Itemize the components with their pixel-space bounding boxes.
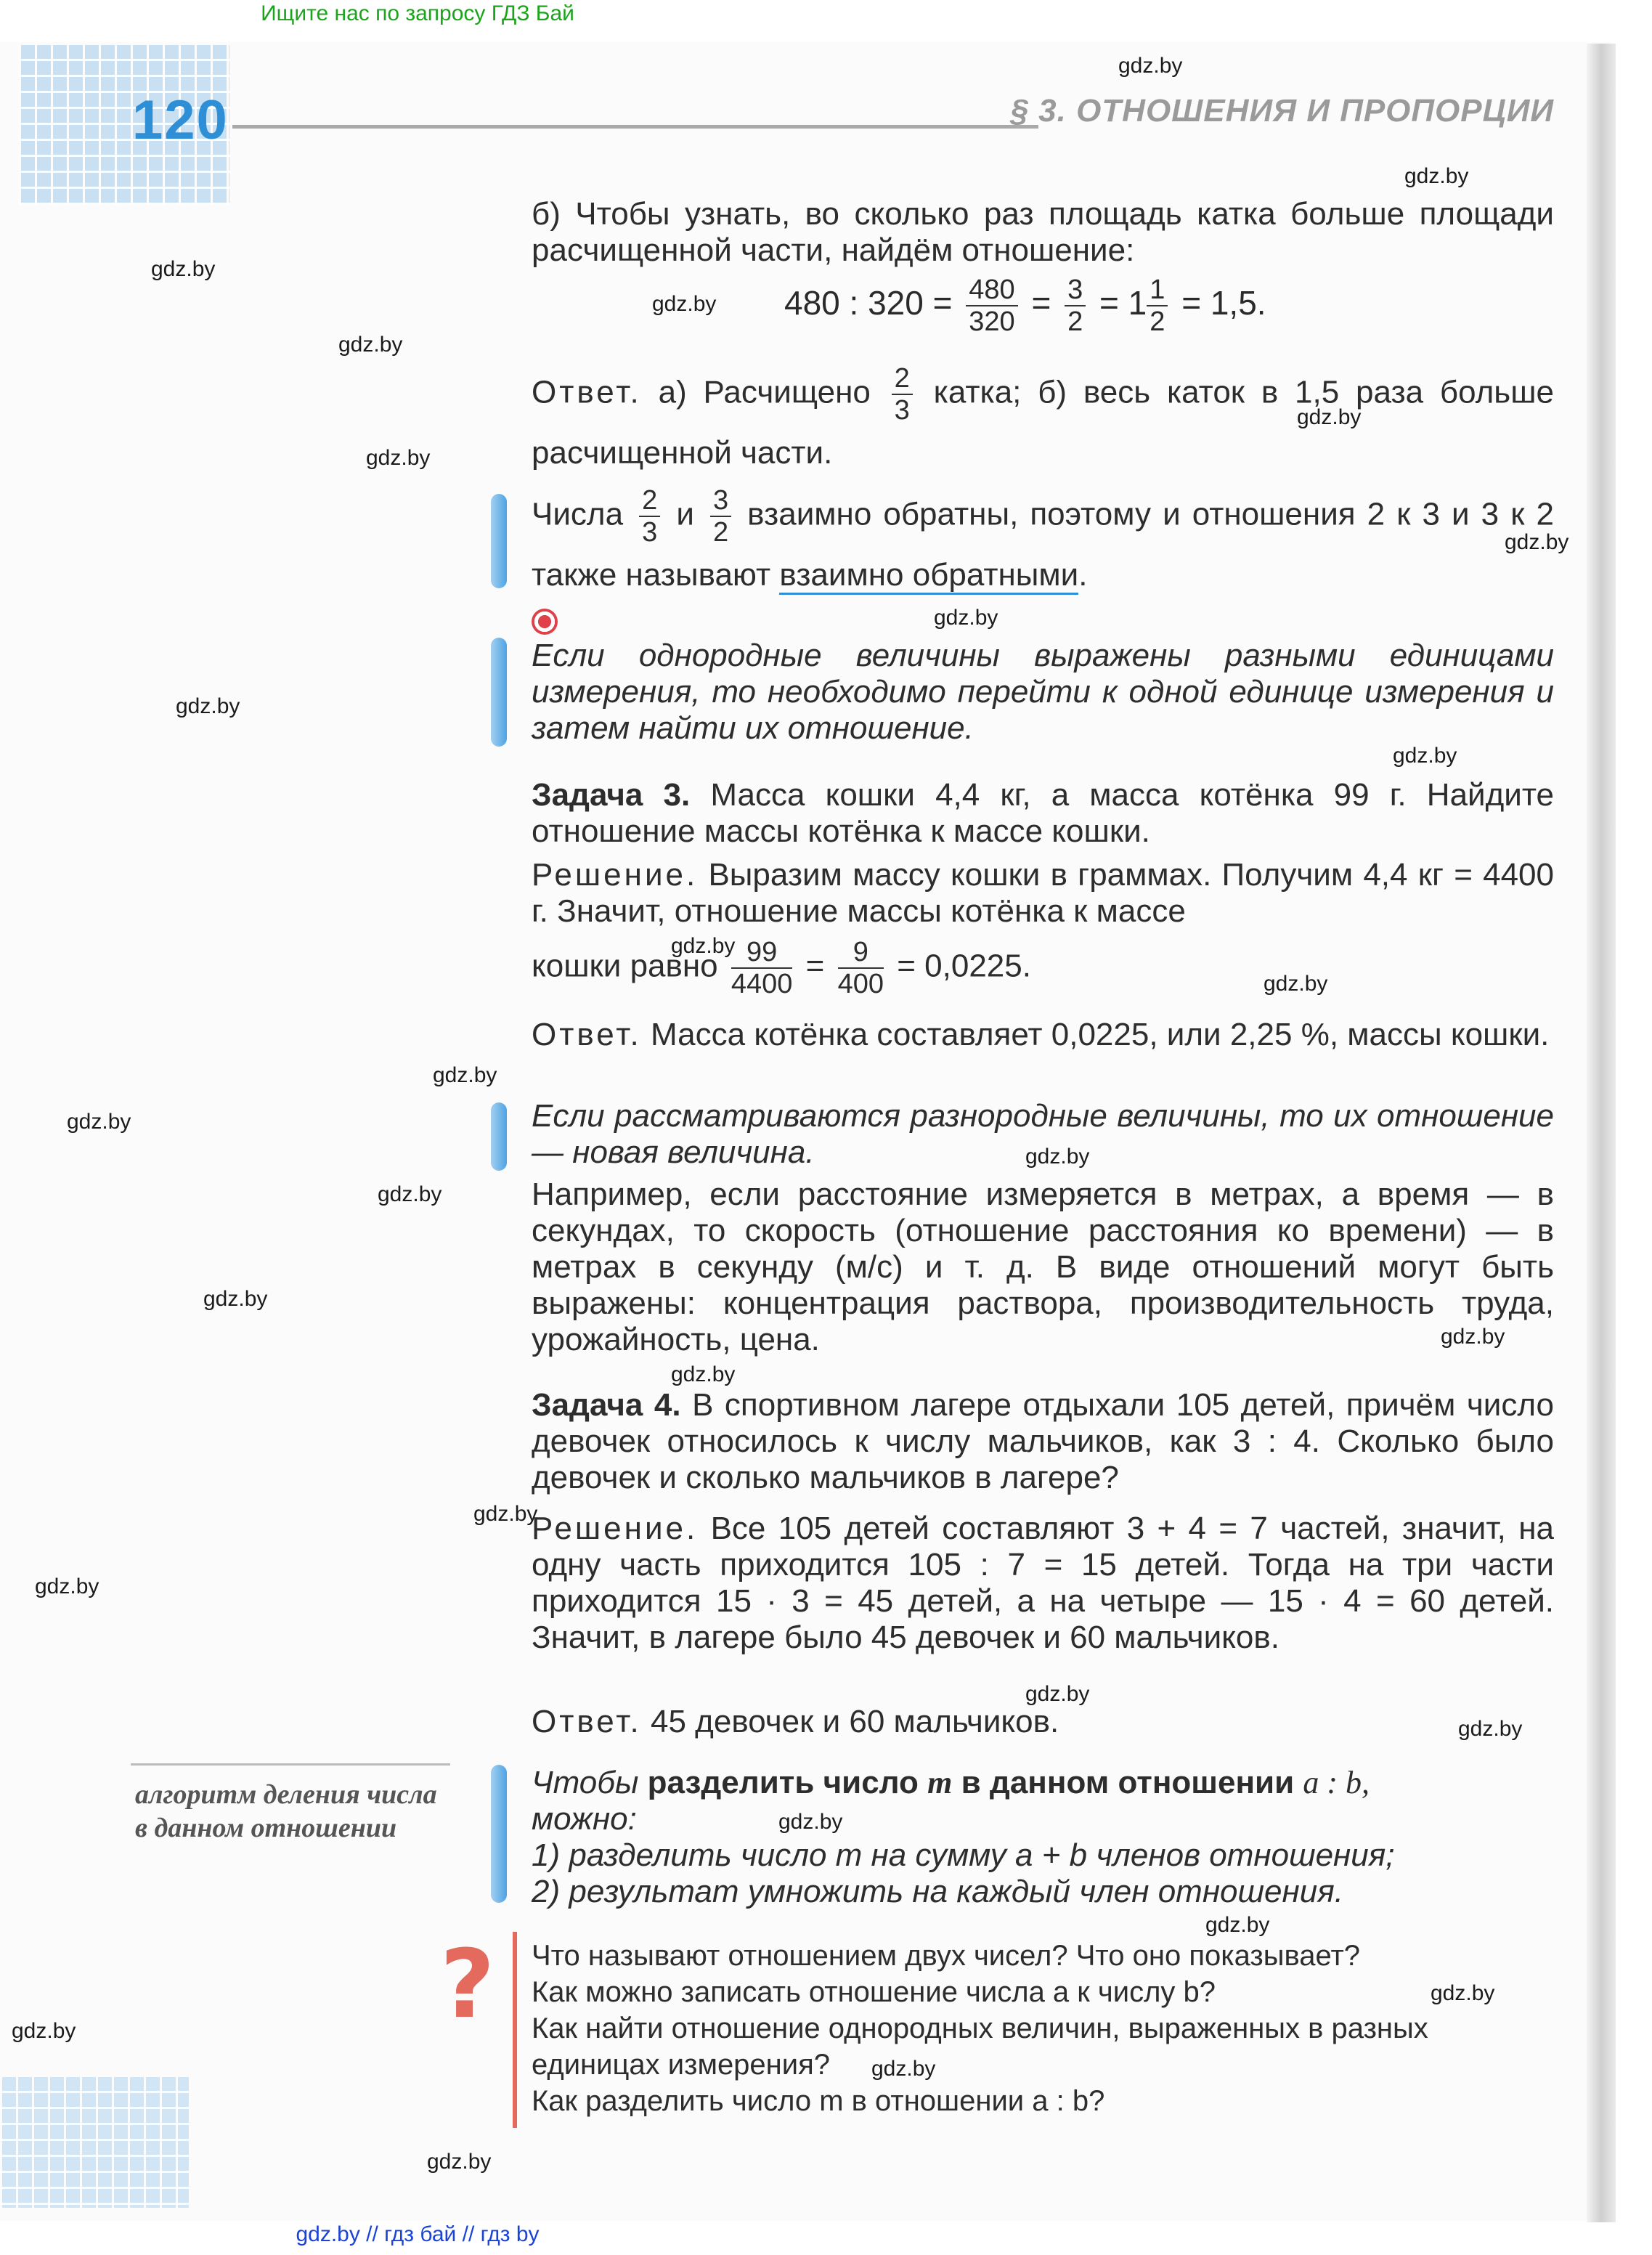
example-paragraph: Например, если расстояние измеряется в метрах, а время — в секундах, то скорость (отношение расстояния ко времени) — в метрах в секунду (м/с) и т. д. В виде отношений могут быть выражены: концентрация раствора, производительность труда, урожайность, цена.	[532, 1177, 1554, 1357]
section-title: § 3. ОТНОШЕНИЯ И ПРОПОРЦИИ	[1010, 93, 1554, 129]
review-question: Как разделить число m в отношении a : b?	[532, 2085, 1105, 2117]
answer-1: Ответ. а) Расчищено $\frac{2}{3}$ катка; б) весь каток в 1,5 раза больше расчищенной части.	[532, 363, 1554, 471]
watermark: gdz.by	[671, 934, 736, 958]
sidenote-algorithm: алгоритм деления числа в данном отношении	[135, 1779, 437, 1843]
watermark: gdz.by	[366, 446, 431, 470]
watermark: gdz.by	[67, 1110, 131, 1134]
watermark: gdz.by	[1431, 1981, 1495, 2005]
watermark: gdz.by	[1264, 972, 1328, 996]
footer-links[interactable]: gdz.by // гдз бай // гдз by	[296, 2222, 540, 2246]
solution-4: Решение. Все 105 детей составляют 3 + 4 = 7 частей, значит, на одну часть приходится 105 : 7 = 15 детей. Тогда на три части приходится 15 · 3 = 45 детей, а на четыре — 15 · 4 = 60 детей. Значит, в лагере было 45 девочек и 60 мальчиков.	[532, 1511, 1554, 1655]
fraction: $\frac{9}{400}$	[837, 937, 884, 999]
rule-homogeneous: Если однородные величины выражены разными единицами измерения, то необходимо перейти к одной единице измерения и затем найти их отношение.	[532, 638, 1554, 746]
solution-3-equation: кошки равно $\frac{99}{4400}$ = $\frac{9}{400}$ = 0,0225.	[532, 937, 1031, 999]
watermark: gdz.by	[778, 1810, 843, 1834]
top-note[interactable]: Ищите нас по запросу ГДЗ Бай	[261, 1, 574, 25]
watermark: gdz.by	[934, 606, 998, 630]
watermark: gdz.by	[871, 2057, 936, 2081]
algorithm-rule: Чтобы разделить число m в данном отношении a : b, можно: 1) разделить число m на сумму a + b членов отношения; 2) результат умножить на каждый член отношения.	[532, 1765, 1395, 1909]
sidenote-rule	[131, 1763, 450, 1766]
answer-4: Ответ. 45 девочек и 60 мальчиков.	[532, 1704, 1059, 1739]
highlight-bar	[491, 638, 507, 747]
task-3: Задача 3. Масса кошки 4,4 кг, а масса котёнка 99 г. Найдите отношение массы котёнка к массе кошки.	[532, 777, 1554, 849]
paragraph-b: б) Чтобы узнать, во сколько раз площадь катка больше площади расчищенной части, найдём отношение:	[532, 196, 1554, 268]
watermark: gdz.by	[671, 1362, 736, 1386]
watermark: gdz.by	[1118, 54, 1183, 78]
watermark: gdz.by	[151, 257, 216, 281]
watermark: gdz.by	[12, 2019, 76, 2043]
watermark: gdz.by	[652, 292, 717, 316]
fraction: $\frac{480}{320}$	[966, 275, 1017, 337]
watermark: gdz.by	[1025, 1145, 1090, 1169]
watermark: gdz.by	[203, 1287, 268, 1311]
target-icon	[532, 609, 558, 635]
watermark: gdz.by	[176, 694, 240, 718]
fraction: $\frac{1}{2}$	[1147, 275, 1168, 337]
solution-3: Решение. Выразим массу кошки в граммах. Получим 4,4 кг = 4400 г. Значит, отношение массы котёнка к массе	[532, 857, 1554, 929]
review-question: Что называют отношением двух чисел? Что оно показывает?	[532, 1940, 1361, 1972]
question-bracket	[513, 1932, 517, 2128]
watermark: gdz.by	[378, 1182, 442, 1206]
equation-480-320: 480 : 320 = $\frac{480}{320}$ = $\frac{3}{2}$ = 1 $\frac{1}{2}$ = 1,5.	[784, 275, 1266, 337]
watermark: gdz.by	[427, 2150, 492, 2174]
header-rule	[232, 125, 1038, 129]
watermark: gdz.by	[473, 1502, 538, 1526]
watermark: gdz.by	[1458, 1717, 1523, 1741]
review-question: Как можно записать отношение числа a к числу b?	[532, 1976, 1216, 2008]
reciprocal-paragraph: Числа $\frac{2}{3}$ и $\frac{3}{2}$ взаимно обратны, поэтому и отношения 2 к 3 и 3 к 2 также называют взаимно обратными.	[532, 485, 1554, 603]
fraction: $\frac{3}{2}$	[1065, 275, 1086, 337]
watermark: gdz.by	[1025, 1682, 1090, 1706]
highlight-bar	[491, 494, 507, 588]
watermark: gdz.by	[1404, 164, 1469, 188]
watermark: gdz.by	[1297, 405, 1362, 429]
watermark: gdz.by	[433, 1063, 497, 1087]
watermark: gdz.by	[1505, 530, 1569, 554]
fraction: $\frac{3}{2}$	[710, 485, 731, 548]
corner-mosaic-bottom	[0, 2077, 189, 2208]
watermark: gdz.by	[1205, 1913, 1270, 1937]
term-reciprocal: взаимно обратными	[779, 557, 1078, 595]
highlight-bar	[491, 1765, 507, 1903]
watermark: gdz.by	[1441, 1325, 1505, 1349]
fraction: $\frac{2}{3}$	[892, 363, 913, 426]
question-mark-icon: ?	[440, 1929, 495, 2039]
watermark: gdz.by	[1393, 744, 1457, 768]
fraction: $\frac{2}{3}$	[639, 485, 660, 548]
task-4: Задача 4. В спортивном лагере отдыхали 105 детей, причём число девочек относилось к числу мальчиков, как 3 : 4. Сколько было девочек и сколько мальчиков в лагере?	[532, 1387, 1554, 1495]
rule-heterogeneous: Если рассматриваются разнородные величины, то их отношение — новая величина.	[532, 1098, 1554, 1170]
highlight-bar	[491, 1102, 507, 1171]
fraction: $\frac{99}{4400}$	[731, 937, 793, 999]
review-question: Как найти отношение однородных величин, выраженных в разных единицах измерения?	[532, 2012, 1428, 2081]
page-number: 120	[132, 89, 229, 151]
page-edge-shadow	[1587, 44, 1616, 2222]
answer-3: Ответ. Масса котёнка составляет 0,0225, или 2,25 %, массы кошки.	[532, 1017, 1550, 1052]
watermark: gdz.by	[35, 1575, 99, 1598]
watermark: gdz.by	[338, 333, 403, 357]
